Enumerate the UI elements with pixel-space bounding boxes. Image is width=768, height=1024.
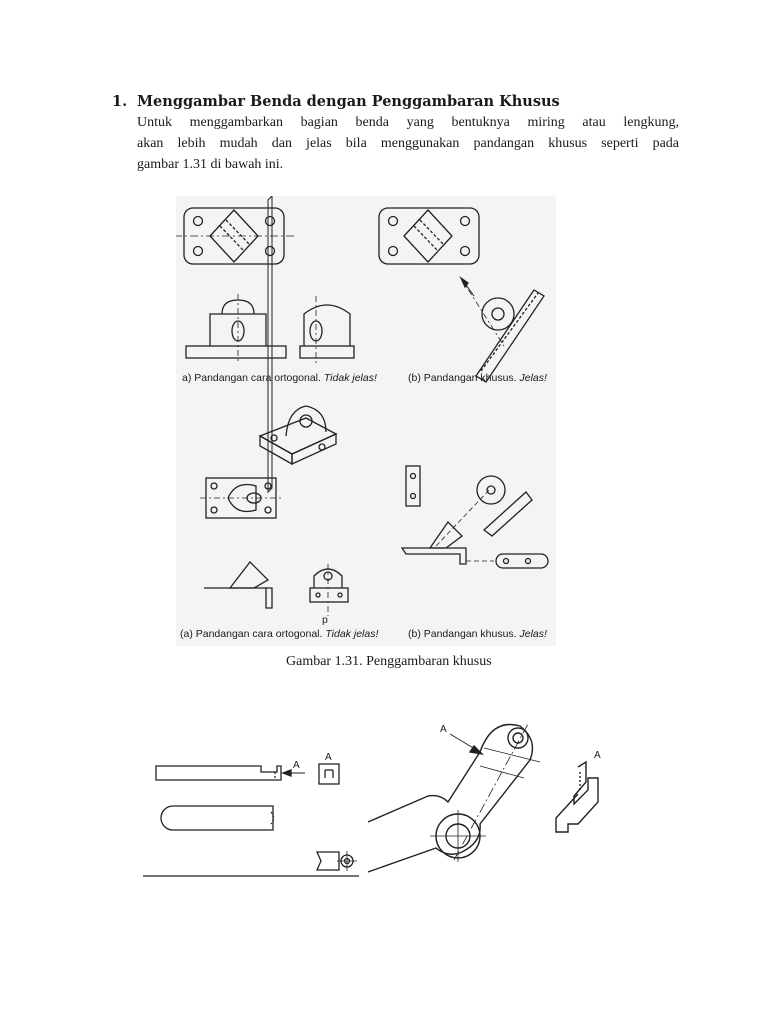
section-paragraph [137, 112, 679, 175]
label-a-arrow: A [440, 724, 447, 735]
paragraph-line: Untuk menggambarkan bagian benda yang bentuknya miring atau lengkung, [137, 115, 679, 130]
label-a-arrow: A [293, 760, 300, 771]
technical-drawing-bar [143, 738, 361, 880]
caption-top-a: a) Pandangan cara ortogonal. Tidak jelas! [182, 372, 377, 384]
caption-top-b: (b) Pandangan khusus. Jelas! [408, 372, 547, 384]
figure-1-31 [176, 196, 556, 646]
caption-bottom-b: (b) Pandangan khusus. Jelas! [408, 628, 547, 640]
section-title: Menggambar Benda dengan Penggambaran Khusus [137, 93, 560, 110]
marker-p: p [322, 614, 328, 626]
paragraph-line: gambar 1.31 di bawah ini. [137, 157, 284, 172]
section-heading [112, 93, 560, 110]
figure-caption: Gambar 1.31. Penggambaran khusus [286, 654, 492, 669]
figure-lever-auxiliary-view [368, 712, 622, 892]
technical-drawing-lever [368, 712, 622, 892]
section-number: 1. [112, 93, 128, 110]
label-a-view: A [325, 752, 332, 763]
label-a-view: A [594, 750, 601, 761]
figure-bar-auxiliary-view [143, 738, 361, 880]
paragraph-line: akan lebih mudah dan jelas bila menggunakan pandangan khusus seperti pada [137, 136, 679, 151]
technical-drawing-1-31 [176, 196, 556, 646]
caption-bottom-a: (a) Pandangan cara ortogonal. Tidak jelas! [180, 628, 379, 640]
